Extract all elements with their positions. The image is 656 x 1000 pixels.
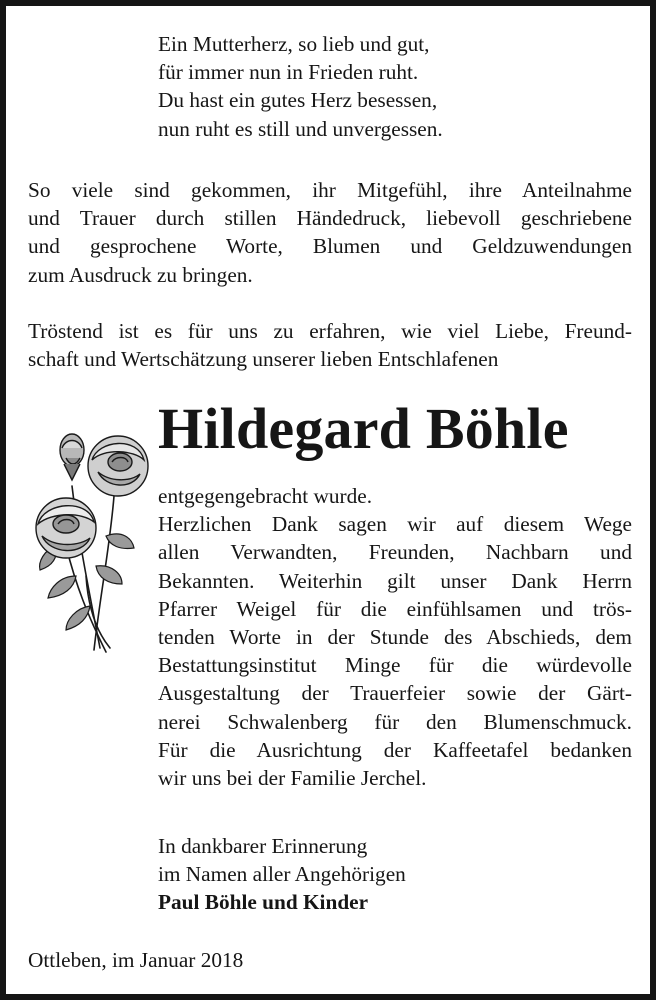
deceased-name: Hildegard Böhle	[158, 396, 569, 461]
text-line: Herzlichen Dank sagen wir auf diesem Wege	[158, 512, 632, 537]
text-line: Bekannten. Weiterhin gilt unser Dank Herrn	[158, 568, 632, 593]
body-paragraph	[158, 482, 632, 792]
text-line: Ausgestaltung der Trauerfeier sowie der Gärt-	[158, 681, 632, 706]
closing-line: In dankbarer Erinnerung	[158, 834, 368, 858]
place-date: Ottleben, im Januar 2018	[28, 948, 244, 972]
text-line: schaft und Wertschätzung unserer lieben Entschlafenen	[28, 347, 499, 372]
poem-line: für immer nun in Frieden ruht.	[158, 60, 419, 85]
text-line: Bestattungsinstitut Minge für die würdevolle	[158, 653, 632, 678]
text-line: Für die Ausrichtung der Kaffeetafel bedanken	[158, 737, 632, 762]
comfort-paragraph	[28, 317, 632, 373]
thanks-paragraph	[28, 176, 632, 289]
text-line: tenden Worte in der Stunde des Abschieds, dem	[158, 625, 632, 650]
text-line: allen Verwandten, Freunden, Nachbarn und	[158, 540, 632, 565]
memorial-poem	[158, 30, 558, 143]
text-line: So viele sind gekommen, ihr Mitgefühl, ihre Anteilnahme	[28, 178, 632, 202]
closing-block	[158, 832, 558, 917]
signer-name: Paul Böhle und Kinder	[158, 890, 369, 915]
text-line: Tröstend ist es für uns zu erfahren, wie viel Liebe, Freund-	[28, 319, 632, 343]
roses-icon	[26, 426, 151, 656]
poem-line: Ein Mutterherz, so lieb und gut,	[158, 32, 430, 56]
text-line: zum Ausdruck zu bringen.	[28, 262, 253, 287]
text-line: nerei Schwalenberg für den Blumenschmuck.	[158, 709, 632, 734]
text-line: und Trauer durch stillen Händedruck, liebevoll geschriebene	[28, 206, 632, 231]
text-line: und gesprochene Worte, Blumen und Geldzuwendungen	[28, 234, 632, 259]
poem-line: nun ruht es still und unvergessen.	[158, 116, 443, 141]
text-line: wir uns bei der Familie Jerchel.	[158, 766, 427, 791]
poem-line: Du hast ein gutes Herz besessen,	[158, 88, 438, 113]
text-line: entgegengebracht wurde.	[158, 484, 373, 508]
text-line: Pfarrer Weigel für die einfühlsamen und trös-	[158, 596, 632, 621]
closing-line: im Namen aller Angehörigen	[158, 862, 406, 887]
